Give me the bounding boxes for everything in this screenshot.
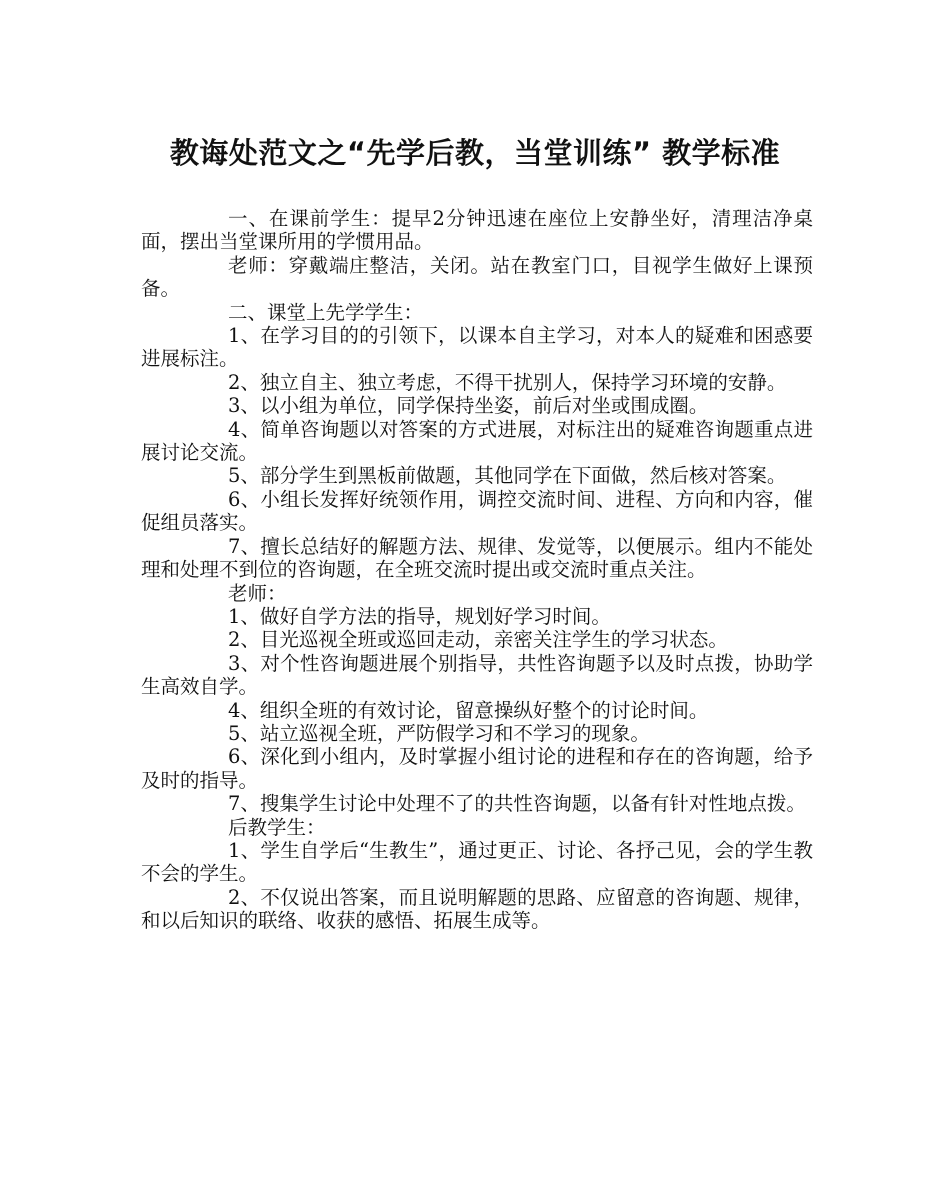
paragraph: 3、对个性咨询题进展个别指导，共性咨询题予以及时点拨，协助学生高效自学。 bbox=[141, 651, 813, 699]
paragraph: 3、以小组为单位，同学保持坐姿，前后对坐或围成圈。 bbox=[228, 394, 709, 418]
paragraph: 1、在学习目的的引领下，以课本自主学习，对本人的疑难和困惑要进展标注。 bbox=[141, 324, 813, 371]
document-title: 教诲处范文之“先学后教，当堂训练” 教学标准 bbox=[169, 136, 781, 170]
paragraph: 1、做好自学方法的指导，规划好学习时间。 bbox=[228, 604, 611, 628]
paragraph: 1、学生自学后“生教生”，通过更正、讨论、各抒己见，会的学生教不会的学生。 bbox=[141, 838, 813, 886]
paragraph: 2、不仅说出答案，而且说明解题的思路、应留意的咨询题、规律，和以后知识的联络、收获的感悟、拓展生成等。 bbox=[141, 885, 813, 933]
paragraph: 7、搜集学生讨论中处理不了的共性咨询题，以备有针对性地点拨。 bbox=[228, 792, 806, 816]
section-heading: 后教学生： bbox=[228, 815, 326, 839]
paragraph: 4、组织全班的有效讨论，留意操纵好整个的讨论时间。 bbox=[228, 698, 709, 722]
paragraph: 7、擅长总结好的解题方法、规律、发觉等，以便展示。组内不能处理和处理不到位的咨询题，在全班交流时提出或交流时重点关注。 bbox=[141, 534, 813, 582]
paragraph: 2、目光巡视全班或巡回走动，亲密关注学生的学习状态。 bbox=[228, 628, 728, 652]
paragraph: 6、深化到小组内，及时掌握小组讨论的进程和存在的咨询题，给予及时的指导。 bbox=[141, 745, 813, 792]
paragraph: 一、在课前学生：提早2分钟迅速在座位上安静坐好，清理洁净桌面，摆出当堂课所用的学惯用品。 bbox=[141, 207, 813, 254]
paragraph: 5、部分学生到黑板前做题，其他同学在下面做，然后核对答案。 bbox=[228, 464, 787, 488]
paragraph: 6、小组长发挥好统领作用，调控交流时间、进程、方向和内容，催促组员落实。 bbox=[141, 487, 813, 535]
paragraph: 4、简单咨询题以对答案的方式进展，对标注出的疑难咨询题重点进展讨论交流。 bbox=[141, 417, 813, 465]
section-heading: 老师： bbox=[228, 581, 287, 605]
paragraph: 老师：穿戴端庄整洁，关闭。站在教室门口，目视学生做好上课预备。 bbox=[141, 253, 813, 301]
paragraph: 2、独立自主、独立考虑，不得干扰别人，保持学习环境的安静。 bbox=[228, 370, 787, 394]
paragraph: 5、站立巡视全班，严防假学习和不学习的现象。 bbox=[228, 721, 650, 745]
section-heading: 二、课堂上先学学生： bbox=[228, 300, 424, 324]
document-body bbox=[141, 207, 813, 933]
